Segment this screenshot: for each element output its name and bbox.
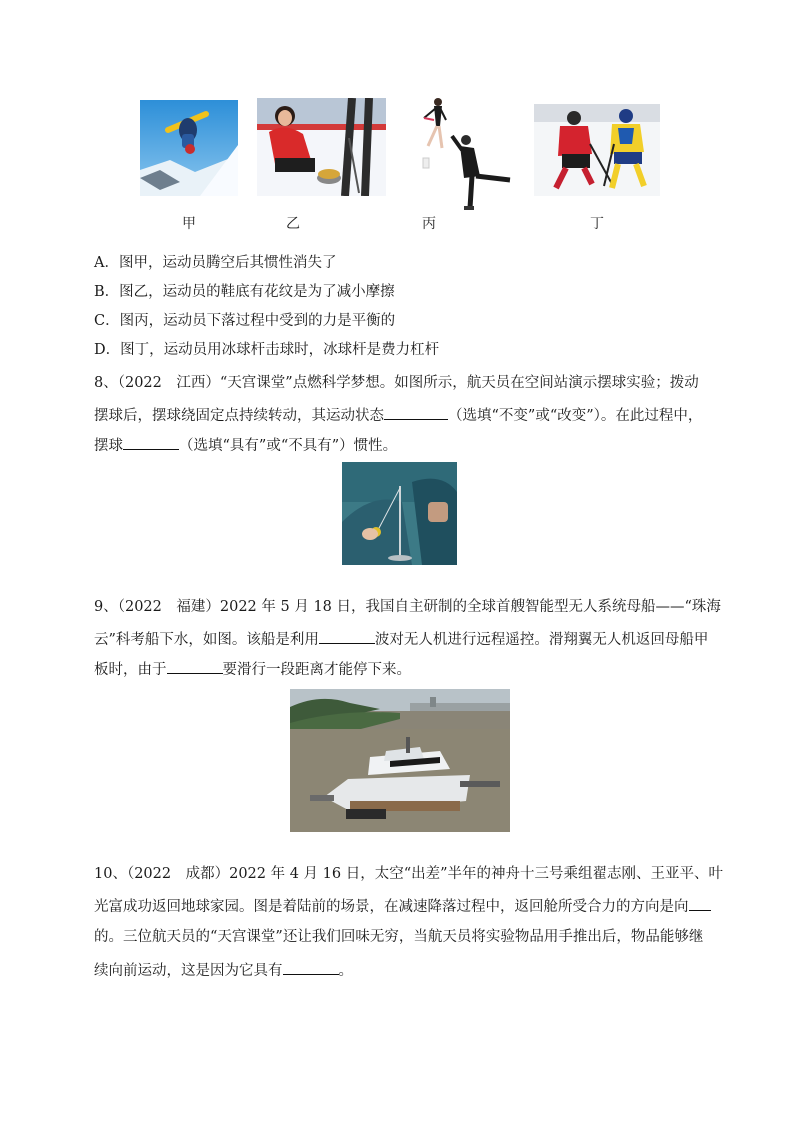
q8-line-2 <box>94 405 702 426</box>
option-c: C．图丙，运动员下落过程中受到的力是平衡的 <box>94 313 396 329</box>
q8-blank-2[interactable] <box>123 435 179 450</box>
figure-skating-image <box>406 96 518 212</box>
q8-line-3-start: 摆球 <box>94 438 123 454</box>
option-b: B．图乙，运动员的鞋底有花纹是为了减小摩擦 <box>94 284 395 300</box>
q8-blank-1[interactable] <box>384 405 448 420</box>
q8-line-3-end: （选填“具有”或“不具有”）惯性。 <box>179 438 398 454</box>
caption-ding: 丁 <box>590 216 604 232</box>
q9-line-3-end: 要滑行一段距离才能停下来。 <box>222 662 411 678</box>
pendulum-experiment-image <box>342 462 457 565</box>
q10-line-2 <box>94 896 711 917</box>
snowboard-image <box>140 100 238 196</box>
q10-line-3: 的。三位航天员的“天宫课堂”还让我们回味无穷，当航天员将实验物品用手推出后，物品能够继 <box>94 929 704 945</box>
q10-blank-2[interactable] <box>283 960 339 975</box>
q10-line-2-text: 光富成功返回地球家园。图是着陆前的场景，在减速降落过程中，返回舱所受合力的方向是向 <box>94 899 689 915</box>
research-ship-image <box>290 689 510 832</box>
q8-line-1: 8、（2022 江西）“天宫课堂”点燃科学梦想。如图所示，航天员在空间站演示摆球实验；拨动 <box>94 375 699 391</box>
q10-line-1: 10、（2022 成都）2022 年 4 月 16 日，太空“出差”半年的神舟十三号乘组翟志刚、王亚平、叶 <box>94 866 724 882</box>
q10-line-4-start: 续向前运动，这是因为它具有 <box>94 963 283 979</box>
q9-line-2-start: 云”科考船下水，如图。该船是利用 <box>94 632 319 648</box>
caption-jia: 甲 <box>182 216 196 232</box>
q9-line-2 <box>94 629 708 650</box>
caption-yi: 乙 <box>286 216 300 232</box>
q9-line-2-end: 波对无人机进行远程遥控。滑翔翼无人机返回母船甲 <box>374 632 709 648</box>
q9-blank-2[interactable] <box>167 659 223 674</box>
caption-bing: 丙 <box>422 216 436 232</box>
q9-blank-1[interactable] <box>319 629 375 644</box>
q9-line-3-start: 板时，由于 <box>94 662 167 678</box>
q8-line-3 <box>94 435 397 456</box>
q9-line-3 <box>94 659 411 680</box>
q8-line-2-end: （选填“不变”或“改变”）。在此过程中， <box>448 408 703 424</box>
q8-line-2-start: 摆球后，摆球绕固定点持续转动，其运动状态 <box>94 408 384 424</box>
option-a: A．图甲，运动员腾空后其惯性消失了 <box>94 255 337 271</box>
q10-line-4 <box>94 960 353 981</box>
option-d: D．图丁，运动员用冰球杆击球时，冰球杆是费力杠杆 <box>94 342 440 358</box>
q10-line-4-end: 。 <box>338 963 353 979</box>
q10-blank-1[interactable] <box>689 896 711 911</box>
q9-line-1: 9、（2022 福建）2022 年 5 月 18 日，我国自主研制的全球首艘智能型无人系统母船——“珠海 <box>94 599 721 615</box>
ice-hockey-image <box>534 104 660 196</box>
curling-image <box>257 98 386 196</box>
